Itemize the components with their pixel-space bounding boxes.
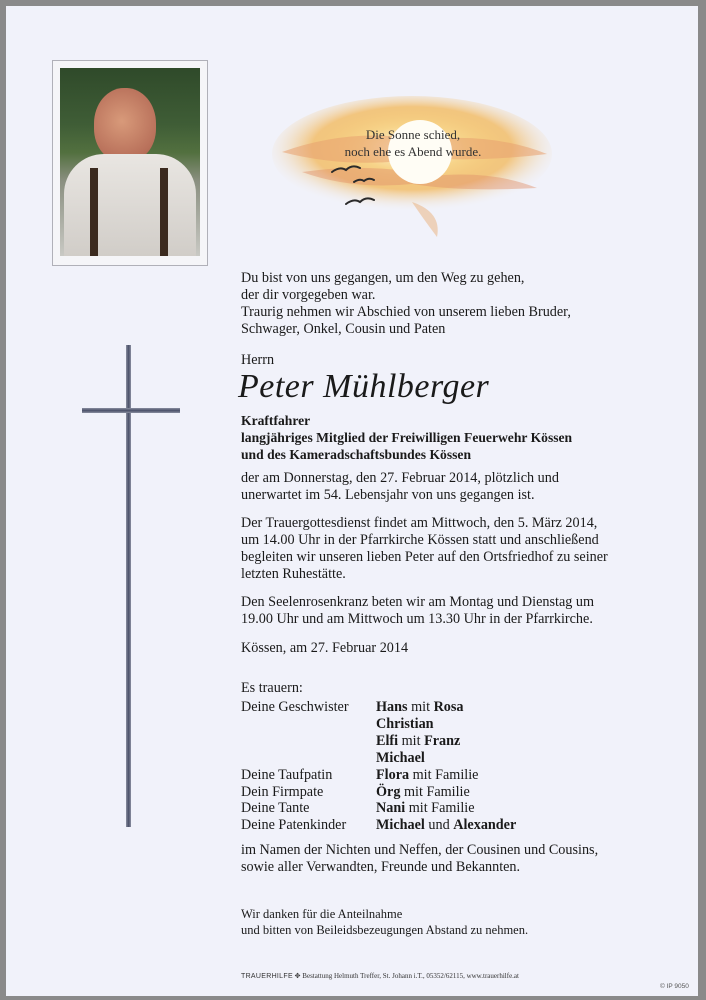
mourner-names: Michael: [376, 750, 425, 766]
mourner-row: [241, 750, 661, 767]
intro-text: [241, 270, 661, 338]
rosary-line-1: Den Seelenrosenkranz beten wir am Montag und Dienstag um: [241, 594, 595, 610]
thanks-line-2: und bitten von Beileidsbezeugungen Abstand zu nehmen.: [241, 923, 529, 937]
sunset-illustration: [262, 92, 552, 242]
mourner-names: Nani mit Familie: [376, 800, 475, 816]
rosary-line-2: 19.00 Uhr und am Mittwoch um 13.30 Uhr in der Pfarrkirche.: [241, 611, 593, 627]
portrait-shirt: [64, 154, 196, 256]
place-date: Kössen, am 27. Februar 2014: [241, 640, 409, 656]
death-line-2: unerwartet im 54. Lebensjahr von uns gegangen ist.: [241, 487, 535, 503]
mourner-relation: Deine Taufpatin: [241, 767, 333, 783]
mourner-names: Örg mit Familie: [376, 784, 470, 800]
mourners-heading: Es trauern:: [241, 680, 303, 696]
deceased-titles: [241, 412, 572, 463]
motto-line-1: Die Sonne schied,: [365, 127, 461, 142]
mourner-row: [241, 784, 661, 801]
family-line-2: sowie aller Verwandten, Freunde und Bekannten.: [241, 859, 521, 875]
cross-icon: [126, 345, 131, 827]
intro-line-2: der dir vorgegeben war.: [241, 287, 376, 303]
intro-line-1: Du bist von uns gegangen, um den Weg zu gehen,: [241, 270, 525, 286]
mourner-row: [241, 716, 661, 733]
portrait-strap-left: [90, 168, 98, 256]
funeral-line-2: um 14.00 Uhr in der Pfarrkirche Kössen statt und anschließend: [241, 532, 599, 548]
portrait-photo: [60, 68, 200, 256]
thanks-line-1: Wir danken für die Anteilnahme: [241, 907, 403, 921]
mourner-row: [241, 817, 661, 834]
motto: [318, 126, 508, 160]
footer-logo-icon: ✥: [294, 972, 303, 980]
portrait-head: [94, 88, 156, 162]
mourner-names: Michael und Alexander: [376, 817, 517, 833]
funeral-line-3: begleiten wir unseren lieben Peter auf den Ortsfriedhof zu seiner: [241, 549, 608, 565]
intro-line-3: Traurig nehmen wir Abschied von unserem lieben Bruder,: [241, 304, 571, 320]
mourner-row: [241, 767, 661, 784]
funeral-line-4: letzten Ruhestätte.: [241, 566, 346, 582]
thanks-note: [241, 906, 528, 938]
rosary-info: [241, 594, 661, 628]
death-line-1: der am Donnerstag, den 27. Februar 2014, plötzlich und: [241, 470, 559, 486]
mourner-names: Christian: [376, 716, 434, 732]
intro-line-4: Schwager, Onkel, Cousin und Paten: [241, 321, 446, 337]
motto-line-2: noch ehe es Abend wurde.: [344, 144, 482, 159]
death-notice: [241, 470, 661, 504]
mourner-names: Hans mit Rosa: [376, 699, 464, 715]
footer-text: Bestattung Helmuth Treffer, St. Johann i.T., 05352/62115, www.trauerhilfe.at: [302, 972, 519, 980]
mourner-names: Elfi mit Franz: [376, 733, 461, 749]
mourner-relation: Deine Geschwister: [241, 699, 349, 715]
family-line-1: im Namen der Nichten und Neffen, der Cousinen und Cousins,: [241, 842, 599, 858]
title-line-1: Kraftfahrer: [241, 413, 311, 428]
mourner-names: Flora mit Familie: [376, 767, 479, 783]
mourner-row: [241, 800, 661, 817]
funeral-info: [241, 515, 661, 583]
mourner-relation: Dein Firmpate: [241, 784, 324, 800]
title-line-2: langjähriges Mitglied der Freiwilligen Feuerwehr Kössen: [241, 430, 573, 445]
footer-brand: TRAUERHILFE: [241, 973, 293, 980]
title-line-3: und des Kameradschaftsbundes Kössen: [241, 447, 472, 462]
mourner-row: [241, 699, 661, 716]
portrait-strap-right: [160, 168, 168, 256]
mourner-relation: Deine Patenkinder: [241, 817, 347, 833]
mourner-relation: Deine Tante: [241, 800, 310, 816]
document-code: © IP 9050: [660, 983, 689, 990]
cross-bar: [82, 408, 180, 413]
funeral-line-1: Der Trauergottesdienst findet am Mittwoch, den 5. März 2014,: [241, 515, 598, 531]
salutation: Herrn: [241, 352, 275, 368]
footer: [241, 972, 519, 980]
family-note: [241, 842, 661, 876]
deceased-name: Peter Mühlberger: [238, 368, 490, 405]
mourner-row: [241, 733, 661, 750]
